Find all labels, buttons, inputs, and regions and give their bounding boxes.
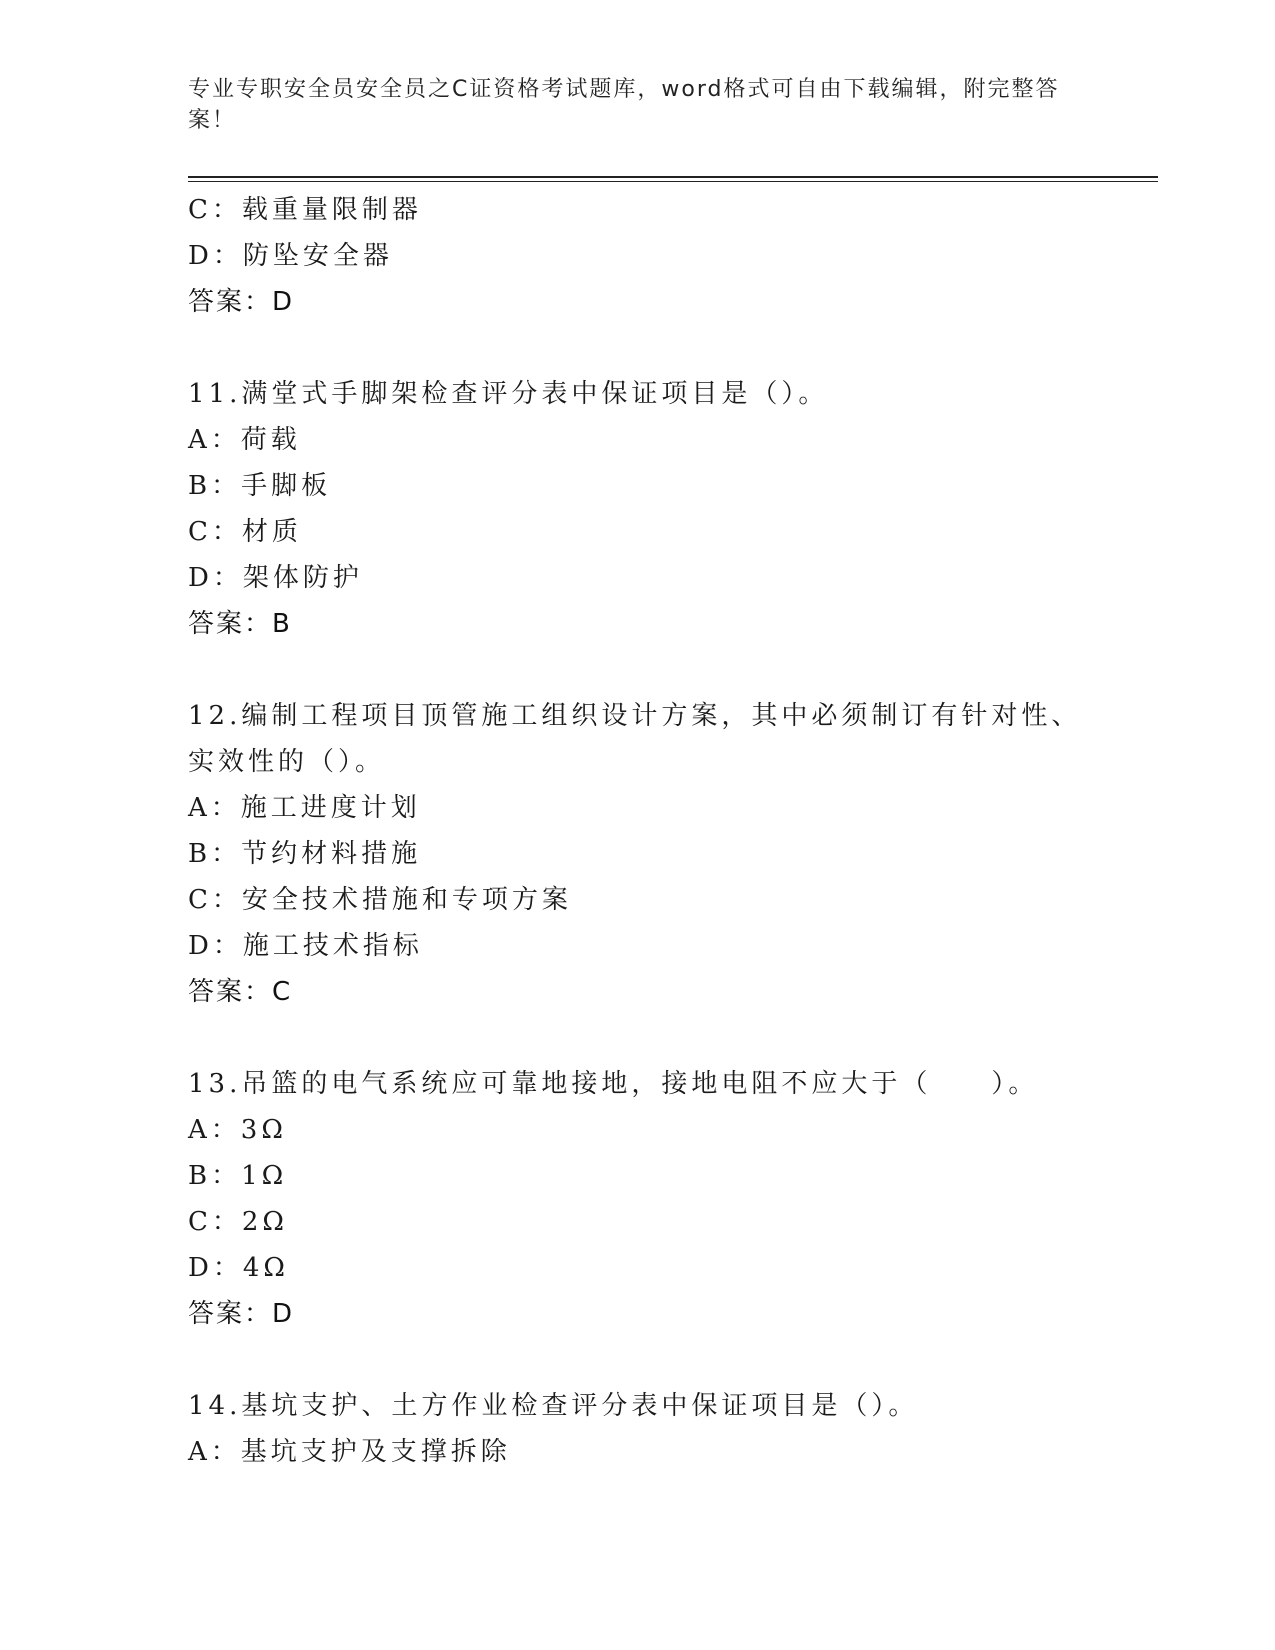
option-a: A：3Ω: [188, 1115, 287, 1145]
answer-line: 答案：B: [188, 609, 292, 639]
option-b: B：1Ω: [188, 1161, 288, 1191]
answer-line: 答案：C: [188, 977, 293, 1007]
option-a: A：施工进度计划: [188, 793, 421, 823]
question-text: 14.基坑支护、土方作业检查评分表中保证项目是（）。: [188, 1391, 919, 1421]
document-header: 专业专职安全员安全员之C证资格考试题库，word格式可自由下载编辑，附完整答案！: [188, 77, 1060, 133]
option-c: C：载重量限制器: [188, 195, 422, 225]
question-text: 11.满堂式手脚架检查评分表中保证项目是（）。: [188, 379, 829, 409]
option-d: D：架体防护: [188, 563, 363, 593]
option-a: A：荷载: [188, 425, 301, 455]
question-content: [188, 187, 1088, 1475]
continued-question: [188, 187, 1088, 325]
option-d: D：防坠安全器: [188, 241, 393, 271]
option-c: C：材质: [188, 517, 302, 547]
question-text: 12.编制工程项目顶管施工组织设计方案，其中必须制订有针对性、实效性的（）。: [188, 701, 1082, 777]
header-rule-thin: [188, 181, 1158, 182]
question-14: [188, 1383, 1088, 1475]
option-a: A：基坑支护及支撑拆除: [188, 1437, 511, 1467]
header-rule-thick: [188, 176, 1158, 178]
question-12: [188, 693, 1088, 1015]
question-text: 13.吊篮的电气系统应可靠地接地，接地电阻不应大于（ ）。: [188, 1069, 1039, 1099]
option-d: D：施工技术指标: [188, 931, 423, 961]
answer-line: 答案：D: [188, 1299, 295, 1329]
question-11: [188, 371, 1088, 647]
option-b: B：手脚板: [188, 471, 332, 501]
option-d: D：4Ω: [188, 1253, 289, 1283]
option-c: C：安全技术措施和专项方案: [188, 885, 572, 915]
option-b: B：节约材料措施: [188, 839, 422, 869]
question-13: [188, 1061, 1088, 1337]
answer-line: 答案：D: [188, 287, 295, 317]
option-c: C：2Ω: [188, 1207, 288, 1237]
